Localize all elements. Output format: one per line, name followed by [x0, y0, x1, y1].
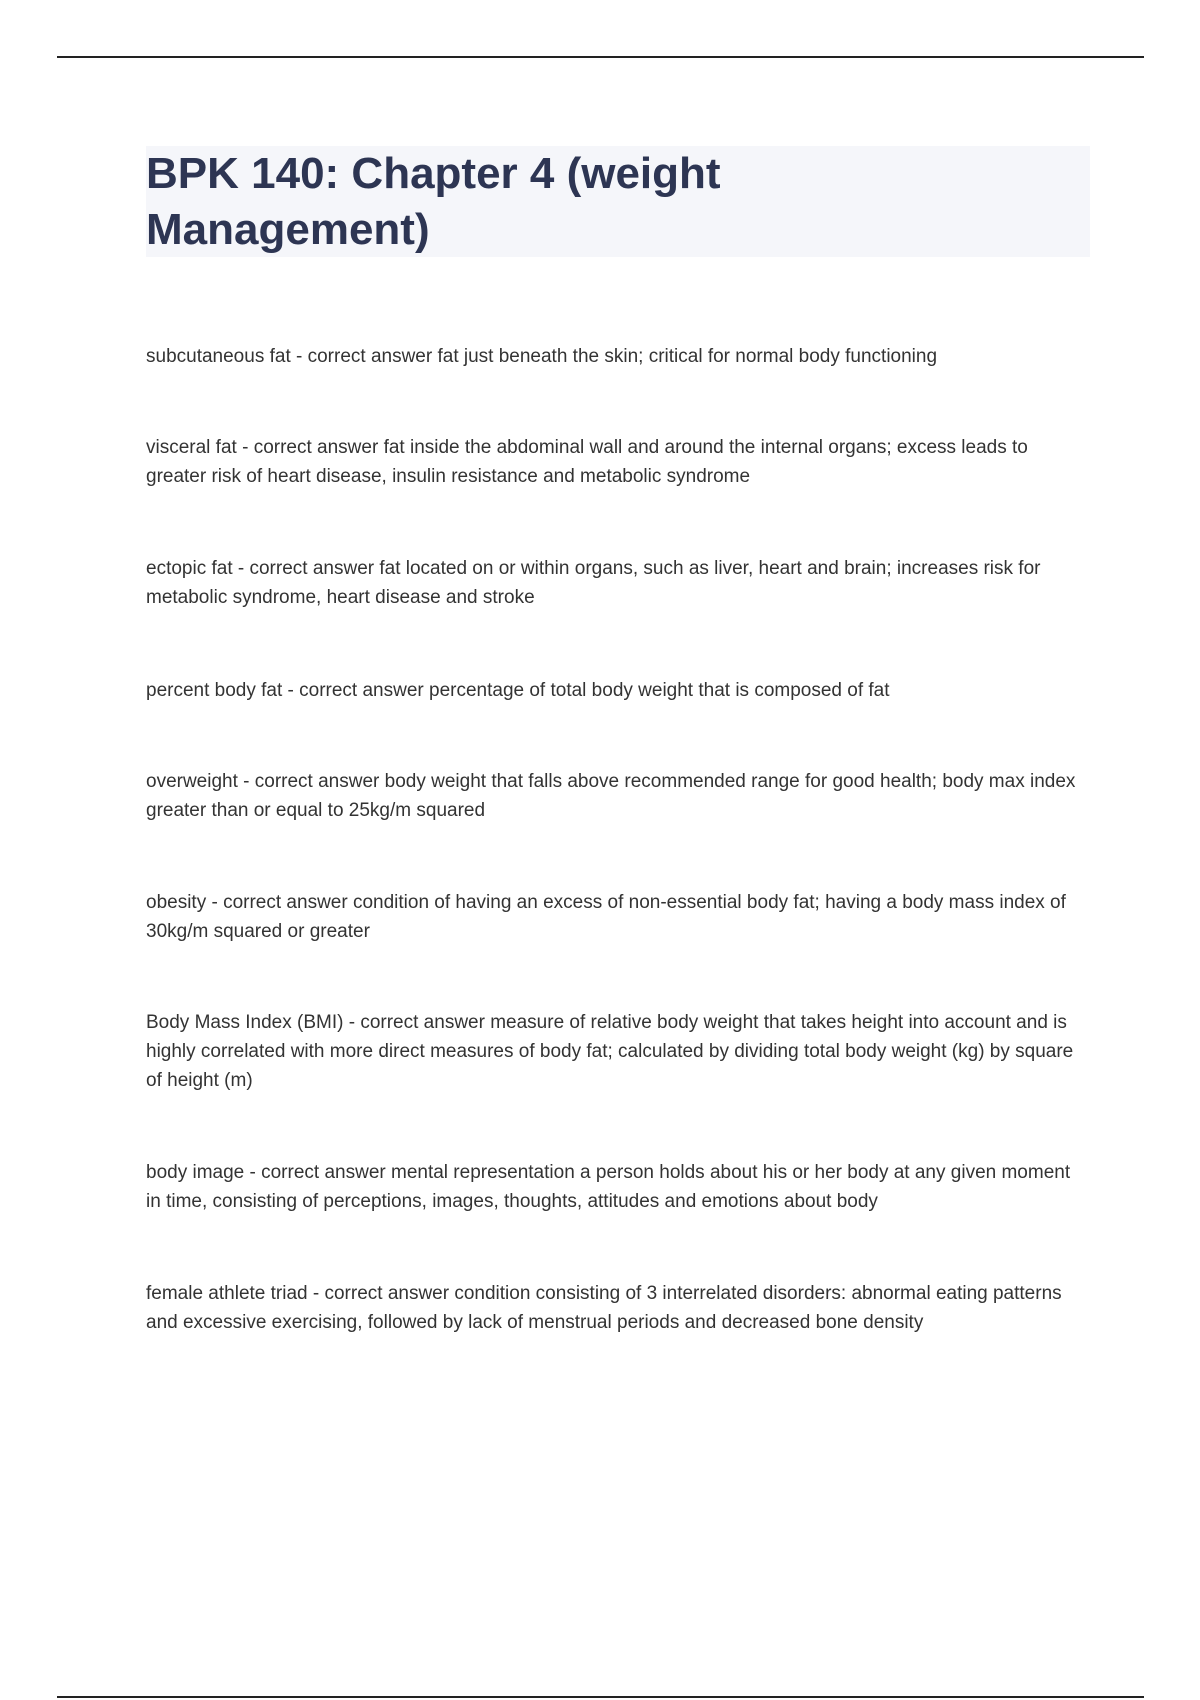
list-item: Body Mass Index (BMI) - correct answer measure of relative body weight that takes height into account and is highly correlated with more direct measures of body fat; calculated by dividing total body weight (kg) by square of height (m) [146, 1012, 1074, 1091]
footer-rule [57, 1696, 1144, 1698]
page-title: BPK 140: Chapter 4 (weight Management) [146, 149, 721, 254]
list-item: percent body fat - correct answer percentage of total body weight that is composed of fat [146, 680, 890, 701]
list-item: overweight - correct answer body weight that falls above recommended range for good health; body max index greater than or equal to 25kg/m squared [146, 771, 1076, 821]
header-rule [57, 56, 1144, 58]
list-item: subcutaneous fat - correct answer fat just beneath the skin; critical for normal body functioning [146, 346, 938, 367]
list-item: visceral fat - correct answer fat inside the abdominal wall and around the internal organs; excess leads to greater risk of heart disease, insulin resistance and metabolic syndrome [146, 437, 1028, 487]
list-item: body image - correct answer mental representation a person holds about his or her body at any given moment in time, consisting of perceptions, images, thoughts, attitudes and emotions about body [146, 1162, 1071, 1212]
title-banner [146, 146, 1090, 257]
list-item: obesity - correct answer condition of having an excess of non-essential body fat; having a body mass index of 30kg/m squared or greater [146, 892, 1066, 942]
list-item: female athlete triad - correct answer condition consisting of 3 interrelated disorders: abnormal eating patterns and excessive exercising, followed by lack of menstrual periods and decreased bone density [146, 1283, 1062, 1333]
list-item: ectopic fat - correct answer fat located on or within organs, such as liver, heart and brain; increases risk for metabolic syndrome, heart disease and stroke [146, 558, 1041, 608]
